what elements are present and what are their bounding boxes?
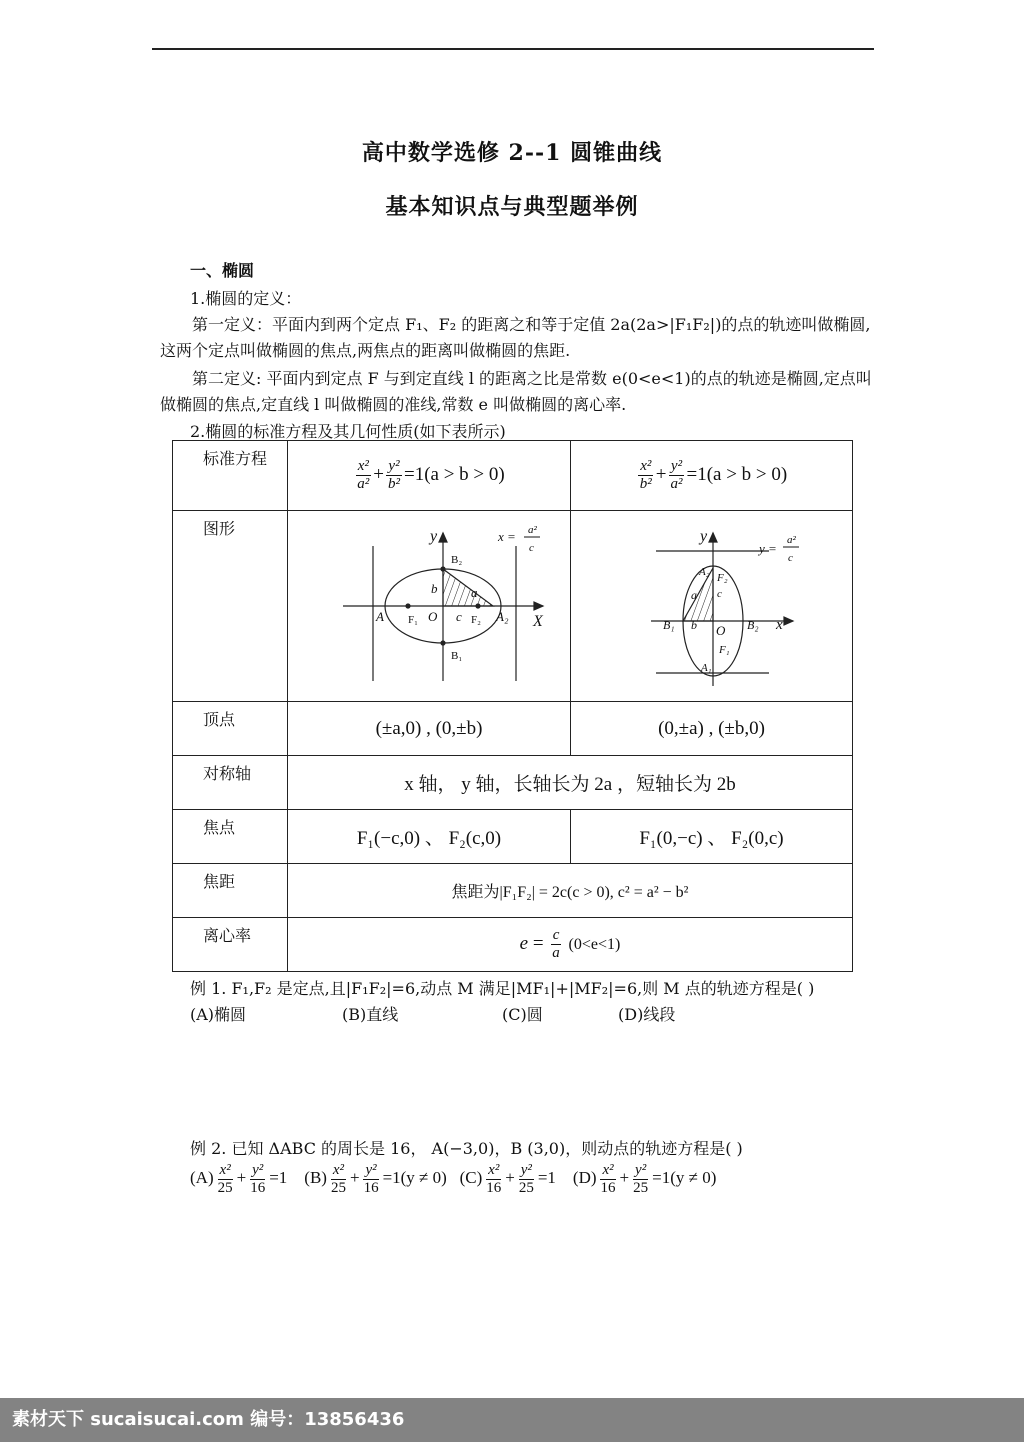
example1-option-c: (C)圆: [502, 1005, 543, 1024]
svg-text:a²: a²: [787, 534, 796, 546]
svg-text:A: A: [376, 609, 384, 624]
example2-options: [190, 1162, 870, 1197]
svg-text:F₂: F₂: [717, 572, 728, 584]
row-eccentricity: [173, 918, 853, 972]
svg-text:A₂: A₂: [699, 566, 710, 578]
svg-text:a: a: [471, 585, 478, 600]
svg-text:y: y: [430, 528, 438, 545]
example1-stem: 例 1. F₁,F₂ 是定点,且|F₁F₂|=6,动点 M 满足|MF₁|+|MF₂|=6,则 M 点的轨迹方程是( ): [190, 979, 815, 998]
svg-text:B₁: B₁: [663, 618, 675, 632]
eccentricity-condition: (0<e<1): [568, 935, 621, 953]
doc-subtitle: 基本知识点与典型题举例: [385, 194, 639, 220]
svg-text:b: b: [691, 618, 697, 632]
svg-text:A₁: A₁: [701, 662, 712, 674]
example2-option-b: (B) $\frac{\text{x²}}{25}$ + $\frac{\text{y²}}{16}$ =1(y ≠ 0): [304, 1162, 447, 1196]
focus-horizontal: F₁(−c,0) 、 F₂(c,0): [288, 810, 571, 864]
svg-text:a²: a²: [528, 524, 537, 536]
horizontal-ellipse-figure: [288, 511, 568, 697]
vertex-vertical: (0,±a) , (±b,0): [571, 702, 853, 756]
svg-text:y =: y =: [759, 541, 777, 556]
focal-length-value: 焦距为|F₁F₂| = 2c(c > 0), c² = a² − b²: [288, 864, 853, 918]
svg-text:a: a: [691, 588, 697, 602]
row-focus: [173, 810, 853, 864]
definition-heading: 1.椭圆的定义：: [190, 289, 302, 308]
top-rule: [152, 48, 874, 50]
vertical-ellipse-figure: [571, 511, 851, 697]
first-definition: 第一定义：平面内到两个定点 F₁、F₂ 的距离之和等于定值 2a(2a>|F₁F₂|)的点的轨迹叫做椭圆,这两个定点叫做椭圆的焦点,两焦点的距离叫做椭圆的焦距.: [160, 315, 871, 360]
graph-horizontal-ellipse: [288, 511, 571, 702]
svg-text:c: c: [456, 609, 462, 624]
svg-text:c: c: [717, 588, 722, 600]
label-focal-length: 焦距: [173, 864, 288, 918]
svg-text:x =: x =: [498, 529, 516, 544]
doc-title: 高中数学选修 2--1 圆锥曲线: [361, 140, 663, 166]
svg-text:O: O: [428, 609, 438, 624]
equation-condition: =1(a > b > 0): [686, 463, 788, 485]
row-standard-equation: [173, 441, 853, 511]
example1-option-d: (D)线段: [618, 1005, 676, 1024]
label-graph: 图形: [173, 511, 288, 702]
watermark-banner: 素材天下 sucaisucai.com 编号：13856436: [0, 1398, 1024, 1442]
axis-value: x 轴， y 轴，长轴长为 2a ，短轴长为 2b: [288, 756, 853, 810]
example2-option-c: (C) $\frac{\text{x²}}{16}$ + $\frac{\text{y²}}{25}$ =1: [459, 1162, 556, 1196]
label-focus: 焦点: [173, 810, 288, 864]
example2-option-a: (A) $\frac{\text{x²}}{25}$ + $\frac{\text{y²}}{16}$ =1: [190, 1162, 288, 1196]
row-focal-length: [173, 864, 853, 918]
svg-text:x: x: [776, 617, 783, 633]
equation-horizontal: $\frac{\text{x²}}{\text{a²}}$ + $\frac{\text{y²}}{\text{b²}}$ =1(a > b > 0): [288, 441, 571, 511]
label-eccentricity: 离心率: [173, 918, 288, 972]
equation-condition: =1(a > b > 0): [403, 463, 505, 485]
svg-text:A₂: A₂: [496, 609, 509, 624]
vertex-horizontal: (±a,0) , (0,±b): [288, 702, 571, 756]
svg-text:c: c: [788, 552, 793, 564]
example2-stem: 例 2. 已知 ΔABC 的周长是 16， A(−3,0)，B (3,0)，则动点的轨迹方程是( ): [190, 1139, 743, 1158]
label-axis: 对称轴: [173, 756, 288, 810]
svg-text:y: y: [700, 528, 708, 545]
svg-text:c: c: [529, 542, 534, 554]
row-vertex: [173, 702, 853, 756]
svg-text:b: b: [431, 581, 438, 596]
ellipse-properties-table: [172, 440, 853, 972]
label-vertex: 顶点: [173, 702, 288, 756]
graph-vertical-ellipse: [571, 511, 853, 702]
focus-vertical: F₁(0,−c) 、 F₂(0,c): [571, 810, 853, 864]
row-axis: [173, 756, 853, 810]
section-heading: 一、椭圆: [190, 261, 255, 280]
example1-option-b: (B)直线: [342, 1005, 399, 1024]
svg-text:X: X: [533, 613, 543, 630]
svg-text:F₁: F₁: [408, 614, 418, 626]
example2-option-d: (D) $\frac{\text{x²}}{16}$ + $\frac{\text{y²}}{25}$ =1(y ≠ 0): [572, 1162, 717, 1196]
second-definition: 第二定义: 平面内到定点 F 与到定直线 l 的距离之比是常数 e(0<e<1)的点的轨迹是椭圆,定点叫做椭圆的焦点,定直线 l 叫做椭圆的准线,常数 e 叫做椭圆的离心率.: [160, 369, 872, 414]
svg-text:F₁: F₁: [719, 644, 730, 656]
svg-text:B₁: B₁: [451, 650, 463, 662]
svg-text:F₂: F₂: [471, 614, 481, 626]
row-graph: [173, 511, 853, 702]
svg-text:B₂: B₂: [747, 618, 759, 632]
eccentricity-value: e = $\frac{c}{a}$ (0<e<1): [288, 918, 853, 972]
equation-heading: 2.椭圆的标准方程及其几何性质(如下表所示): [190, 422, 506, 441]
label-standard-equation: 标准方程: [173, 441, 288, 511]
equation-vertical: $\frac{\text{x²}}{\text{b²}}$ + $\frac{\text{y²}}{\text{a²}}$ =1(a > b > 0): [571, 441, 853, 511]
example1-option-a: (A)椭圆: [190, 1005, 247, 1024]
svg-text:B₂: B₂: [451, 554, 463, 566]
svg-text:O: O: [716, 623, 726, 638]
